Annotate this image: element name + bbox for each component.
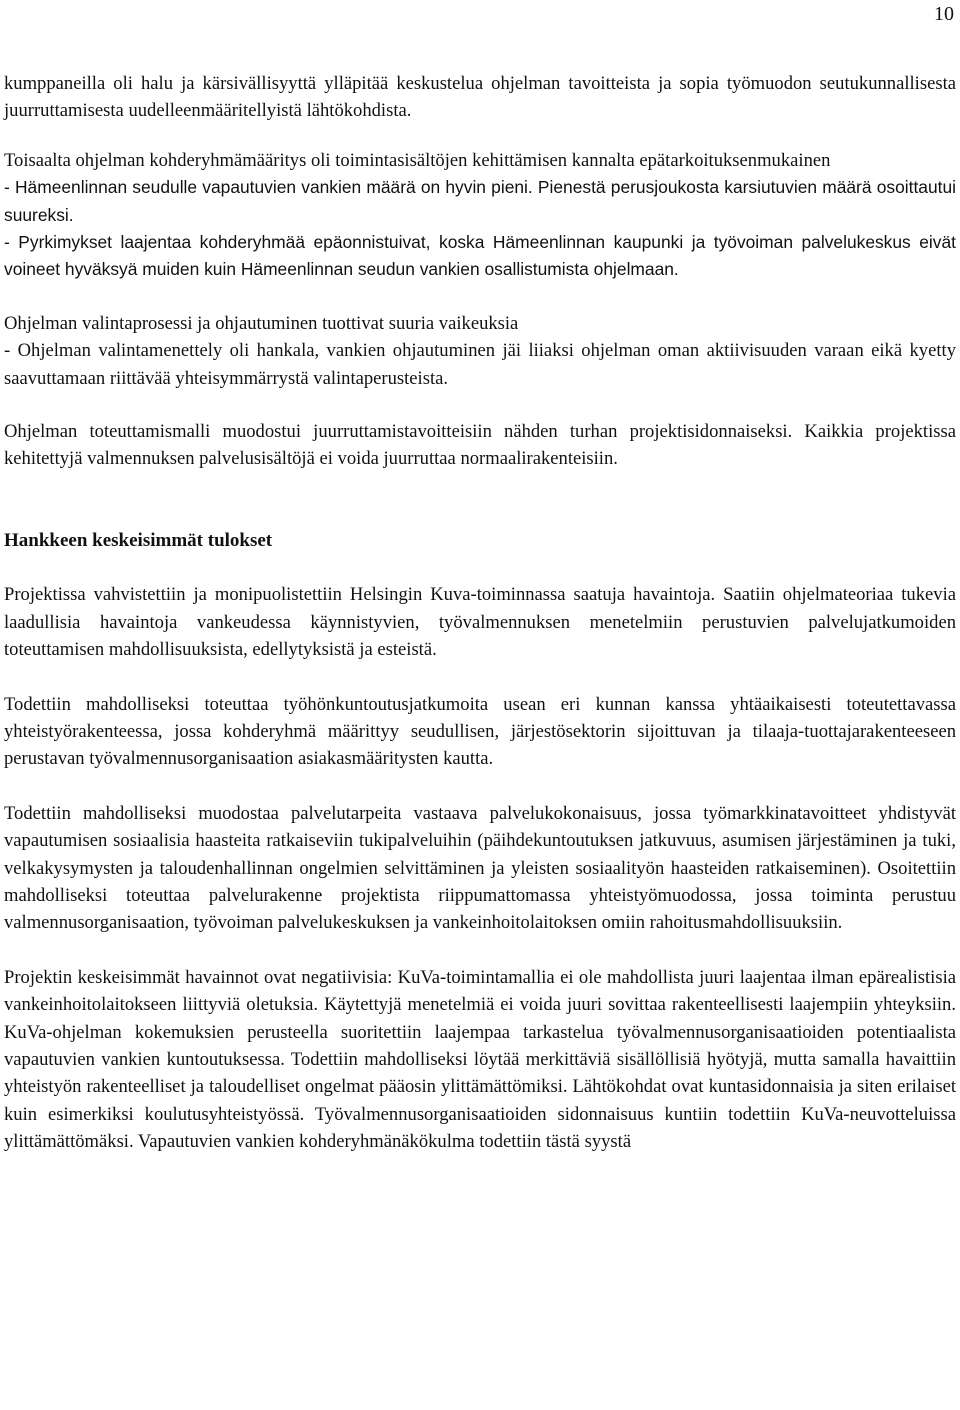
list-item-selection-process-1: - Ohjelman valintamenettely oli hankala, vankien ohjautuminen jäi liiaksi ohjelman oman aktiivisuuden varaan eikä kyetty saavuttamaan riittävää yhteisymmärrystä valintaperusteista. <box>4 340 956 389</box>
paragraph-target-group: Toisaalta ohjelman kohderyhmämääritys oli toimintasisältöjen kehittämisen kannalta epätarkoituksenmukainen <box>4 149 831 171</box>
paragraph-results-4: Projektin keskeisimmät havainnot ovat negatiivisia: KuVa-toimintamallia ei ole mahdollista juuri laajentaa ilman epärealistisia vankeinhoitolaitokseen liittyviä oletuksia. Käytettyjä menetelmiä ei voida juuri sovittaa rakenteellisesti laajempiin yhteyksiin. KuVa-ohjelman kokemuksien perusteella suoritettiin laajempaa tarkastelua työvalmennusorganisaatioiden potentiaalista vapautuvien vankien kuntoutuksessa. Todettiin mahdolliseksi löytää merkittäviä sisällöllisiä hyötyjä, mutta samalla havaittiin yhteistyön rakenteelliset ja taloudelliset ongelmat pääosin ylittämättömiksi. Lähtökohdat ovat kuntasidonnaisia ja siten erilaiset kuin esimerkiksi koulutusyhteistyössä. Työvalmennusorganisaatioiden sidonnaisuus kuntiin todettiin KuVa-neuvotteluissa ylittämättömäksi. Vapautuvien vankien kohderyhmänäkökulma todettiin tästä syystä <box>4 966 956 1153</box>
page-number: 10 <box>934 3 954 25</box>
list-item-target-group-2: - Pyrkimykset laajentaa kohderyhmää epäonnistuivat, koska Hämeenlinnan kaupunki ja työvoiman palvelukeskus eivät voineet hyväksyä muiden kuin Hämeenlinnan seudun vankien osallistumista ohjelmaan. <box>4 232 956 280</box>
paragraph-implementation-model: Ohjelman toteuttamismalli muodostui juurruttamistavoitteisiin nähden turhan projektisidonnaiseksi. Kaikkia projektissa kehitettyjä valmennuksen palvelusisältöjä ei voida juurruttaa normaalirakenteisiin. <box>4 421 956 470</box>
section-heading: Hankkeen keskeisimmät tulokset <box>4 529 273 551</box>
document-body <box>4 70 956 1156</box>
paragraph-results-1: Projektissa vahvistettiin ja monipuolistettiin Helsingin Kuva-toiminnassa saatuja havaintoja. Saatiin ohjelmateoriaa tukevia laadullisia havaintoja vankeudessa käynnistyvien, työvalmennuksen menetelmiin perustuvien palvelujatkumoiden toteuttamisen mahdollisuuksista, edellytyksistä ja esteistä. <box>4 584 956 661</box>
paragraph-results-2: Todettiin mahdolliseksi toteuttaa työhönkuntoutusjatkumoita usean eri kunnan kanssa yhtäaikaisesti toteutettavassa yhteistyörakenteessa, jossa kohderyhmä määrittyy seudullisen, järjestösektorin sijoittuvan ja tilaaja-tuottajarakenteeseen perustavan työvalmennusorganisaation asiakasmääritysten kautta. <box>4 693 956 770</box>
paragraph-selection-process: Ohjelman valintaprosessi ja ohjautuminen tuottivat suuria vaikeuksia <box>4 312 519 334</box>
paragraph-results-3: Todettiin mahdolliseksi muodostaa palvelutarpeita vastaava palvelukokonaisuus, jossa työmarkkinatavoitteet yhdistyvät vapautumisen sosiaalisia haasteita ratkaiseviin tukipalveluihin (päihdekuntoutuksen jatkuvuus, asumisen järjestäminen ja tuki, velkakysymysten ja taloudenhallinnan ongelmien selvittäminen ja yleisten sosiaalityön haasteiden ratkaiseminen). Osoitettiin mahdolliseksi toteuttaa palvelurakenne projektista riippumattomassa yhteistyömuodossa, jossa toiminta perustuu valmennusorganisaation, työvoiman palvelukeskuksen ja vankeinhoitolaitoksen omiin rahoitusmahdollisuuksiin. <box>4 802 956 934</box>
list-item-target-group-1: - Hämeenlinnan seudulle vapautuvien vankien määrä on hyvin pieni. Pienestä perusjoukosta karsiutuvien määrä osoittautui suureksi. <box>4 177 956 225</box>
paragraph-intro: kumppaneilla oli halu ja kärsivällisyyttä ylläpitää keskustelua ohjelman tavoitteista ja sopia työmuodon seutukunnallisesta juurruttamisesta uudelleenmääritellyistä lähtökohdista. <box>4 73 956 122</box>
